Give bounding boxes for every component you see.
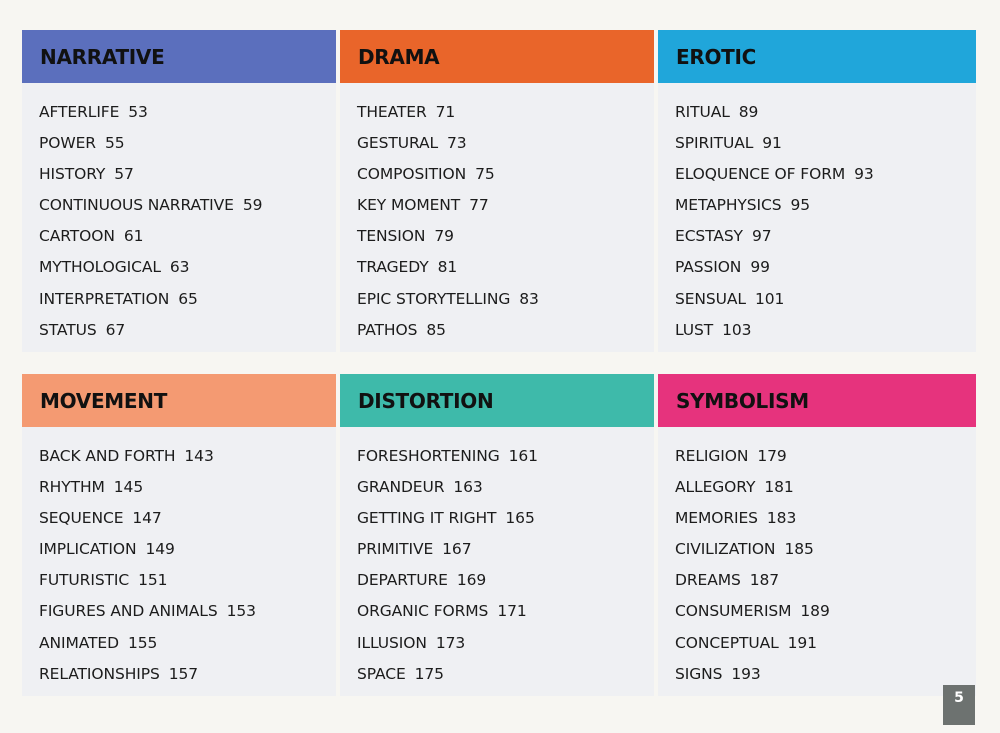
entry-label: PATHOS: [357, 320, 418, 339]
page-ref: 193: [731, 664, 761, 683]
list-item: [675, 472, 976, 503]
list-item: [675, 534, 976, 565]
list-item: [675, 284, 976, 315]
entry-label: GETTING IT RIGHT: [357, 509, 497, 528]
list-item: [39, 190, 336, 221]
entry-label: ALLEGORY: [675, 478, 756, 497]
page-ref: 53: [128, 103, 148, 121]
entry-label: IMPLICATION: [39, 540, 137, 559]
entry-label: PASSION: [675, 258, 742, 277]
section-header: NARRATIVE: [22, 30, 336, 83]
list-item: [675, 596, 976, 627]
page-ref: 179: [757, 447, 787, 465]
page-ref: 93: [854, 165, 874, 184]
list-item: [357, 565, 654, 596]
entry-label: CONCEPTUAL: [675, 633, 779, 652]
entry-label: AFTERLIFE: [39, 103, 120, 121]
entry-label: KEY MOMENT: [357, 196, 461, 215]
page-number: 5: [943, 685, 975, 725]
page-ref: 71: [435, 103, 456, 121]
list-item: [39, 441, 336, 472]
section-body: [340, 83, 654, 352]
list-item: [357, 221, 654, 252]
entry-label: TENSION: [357, 227, 426, 246]
list-item: [39, 97, 336, 128]
page-ref: 151: [138, 571, 168, 590]
list-item: [357, 252, 654, 283]
page-ref: 83: [519, 289, 539, 308]
section-movement: [22, 374, 336, 696]
entry-label: INTERPRETATION: [39, 289, 170, 308]
entry-label: SENSUAL: [675, 289, 746, 308]
list-item: [357, 190, 654, 221]
entry-label: MEMORIES: [675, 509, 758, 528]
entry-label: POWER: [39, 134, 96, 153]
list-item: [675, 628, 976, 659]
entry-label: COMPOSITION: [357, 165, 467, 184]
entry-label: STATUS: [39, 320, 97, 339]
page-ref: 75: [475, 165, 495, 184]
list-item: [357, 315, 654, 346]
section-header: DISTORTION: [340, 374, 654, 427]
entry-label: PRIMITIVE: [357, 540, 434, 559]
page-ref: 147: [132, 509, 162, 528]
entry-label: TRAGEDY: [357, 258, 429, 277]
list-item: [357, 503, 654, 534]
list-item: [39, 472, 336, 503]
list-item: [39, 628, 336, 659]
page-ref: 175: [414, 664, 444, 683]
entry-label: CIVILIZATION: [675, 540, 776, 559]
entry-label: RITUAL: [675, 103, 730, 121]
entry-label: CARTOON: [39, 227, 115, 246]
entry-label: CONTINUOUS NARRATIVE: [39, 196, 234, 215]
section-distortion: [340, 374, 654, 696]
entry-label: FORESHORTENING: [357, 447, 500, 465]
entry-label: ECSTASY: [675, 227, 743, 246]
list-item: [357, 534, 654, 565]
list-item: [675, 503, 976, 534]
section-header: SYMBOLISM: [658, 374, 976, 427]
list-item: [675, 659, 976, 690]
list-item: [675, 565, 976, 596]
entry-label: RHYTHM: [39, 478, 105, 497]
list-item: [357, 159, 654, 190]
list-item: [39, 503, 336, 534]
section-body: [22, 83, 336, 352]
entry-label: LUST: [675, 320, 714, 339]
page-ref: 173: [435, 633, 466, 652]
page-ref: 79: [434, 227, 454, 246]
entry-label: METAPHYSICS: [675, 196, 782, 215]
entry-label: FUTURISTIC: [39, 571, 130, 590]
section-body: [658, 427, 976, 696]
entry-label: BACK AND FORTH: [39, 447, 176, 465]
list-item: [357, 128, 654, 159]
entry-label: ANIMATED: [39, 633, 119, 652]
entry-label: GESTURAL: [357, 134, 439, 153]
entry-label: HISTORY: [39, 165, 106, 184]
section-header: EROTIC: [658, 30, 976, 83]
page-ref: 67: [105, 320, 126, 339]
entry-label: GRANDEUR: [357, 478, 445, 497]
list-item: [357, 97, 654, 128]
page-ref: 85: [426, 320, 446, 339]
list-item: [357, 596, 654, 627]
section-body: [658, 83, 976, 352]
page-ref: 99: [750, 258, 770, 277]
page-ref: 191: [787, 633, 817, 652]
page-ref: 57: [114, 165, 134, 184]
list-item: [675, 97, 976, 128]
entry-label: ORGANIC FORMS: [357, 602, 489, 621]
entry-label: ELOQUENCE OF FORM: [675, 165, 846, 184]
list-item: [39, 252, 336, 283]
page-ref: 185: [784, 540, 814, 559]
entry-label: EPIC STORYTELLING: [357, 289, 511, 308]
page-ref: 145: [113, 478, 144, 497]
list-item: [39, 534, 336, 565]
page-ref: 91: [762, 134, 782, 153]
page-ref: 171: [497, 602, 527, 621]
entry-label: RELATIONSHIPS: [39, 664, 160, 683]
list-item: [357, 472, 654, 503]
section-symbolism: [658, 374, 976, 696]
section-body: [340, 427, 654, 696]
section-body: [22, 427, 336, 696]
list-item: [39, 159, 336, 190]
entry-label: SPACE: [357, 664, 406, 683]
page-ref: 95: [790, 196, 811, 215]
list-item: [675, 221, 976, 252]
list-item: [357, 441, 654, 472]
page-ref: 101: [754, 289, 785, 308]
entry-label: SEQUENCE: [39, 509, 124, 528]
page-ref: 73: [447, 134, 467, 153]
list-item: [39, 659, 336, 690]
page-ref: 157: [168, 664, 199, 683]
list-item: [357, 628, 654, 659]
section-header: DRAMA: [340, 30, 654, 83]
page-ref: 187: [749, 571, 780, 590]
list-item: [357, 284, 654, 315]
page-ref: 59: [242, 196, 263, 215]
entry-label: THEATER: [357, 103, 427, 121]
page-ref: 181: [764, 478, 794, 497]
entry-label: RELIGION: [675, 447, 749, 465]
entry-label: DEPARTURE: [357, 571, 448, 590]
page-ref: 77: [469, 196, 489, 215]
page-ref: 183: [766, 509, 797, 528]
list-item: [39, 315, 336, 346]
entry-label: DREAMS: [675, 571, 741, 590]
page-ref: 55: [104, 134, 125, 153]
page-ref: 189: [800, 602, 830, 621]
page-ref: 61: [123, 227, 144, 246]
list-item: [39, 284, 336, 315]
list-item: [675, 159, 976, 190]
page-ref: 155: [127, 633, 158, 652]
page-ref: 169: [456, 571, 487, 590]
list-item: [39, 596, 336, 627]
entry-label: FIGURES AND ANIMALS: [39, 602, 218, 621]
page-ref: 65: [178, 289, 198, 308]
entry-label: SIGNS: [675, 664, 723, 683]
page-ref: 143: [184, 447, 214, 465]
entry-label: SPIRITUAL: [675, 134, 754, 153]
page-ref: 163: [453, 478, 483, 497]
list-item: [675, 315, 976, 346]
section-erotic: [658, 30, 976, 352]
list-item: [357, 659, 654, 690]
contents-grid: [22, 30, 976, 702]
list-item: [675, 190, 976, 221]
list-item: [39, 128, 336, 159]
section-narrative: [22, 30, 336, 352]
list-item: [39, 221, 336, 252]
page-ref: 165: [505, 509, 535, 528]
page-ref: 97: [751, 227, 772, 246]
section-header: MOVEMENT: [22, 374, 336, 427]
page-ref: 149: [145, 540, 175, 559]
entry-label: ILLUSION: [357, 633, 427, 652]
page-ref: 63: [169, 258, 190, 277]
page-ref: 161: [508, 447, 538, 465]
page-ref: 81: [437, 258, 458, 277]
list-item: [675, 128, 976, 159]
section-drama: [340, 30, 654, 352]
list-item: [675, 441, 976, 472]
page-ref: 89: [738, 103, 759, 121]
entry-label: MYTHOLOGICAL: [39, 258, 161, 277]
list-item: [675, 252, 976, 283]
list-item: [39, 565, 336, 596]
page-ref: 103: [722, 320, 752, 339]
page-ref: 153: [226, 602, 256, 621]
page-ref: 167: [442, 540, 472, 559]
entry-label: CONSUMERISM: [675, 602, 792, 621]
